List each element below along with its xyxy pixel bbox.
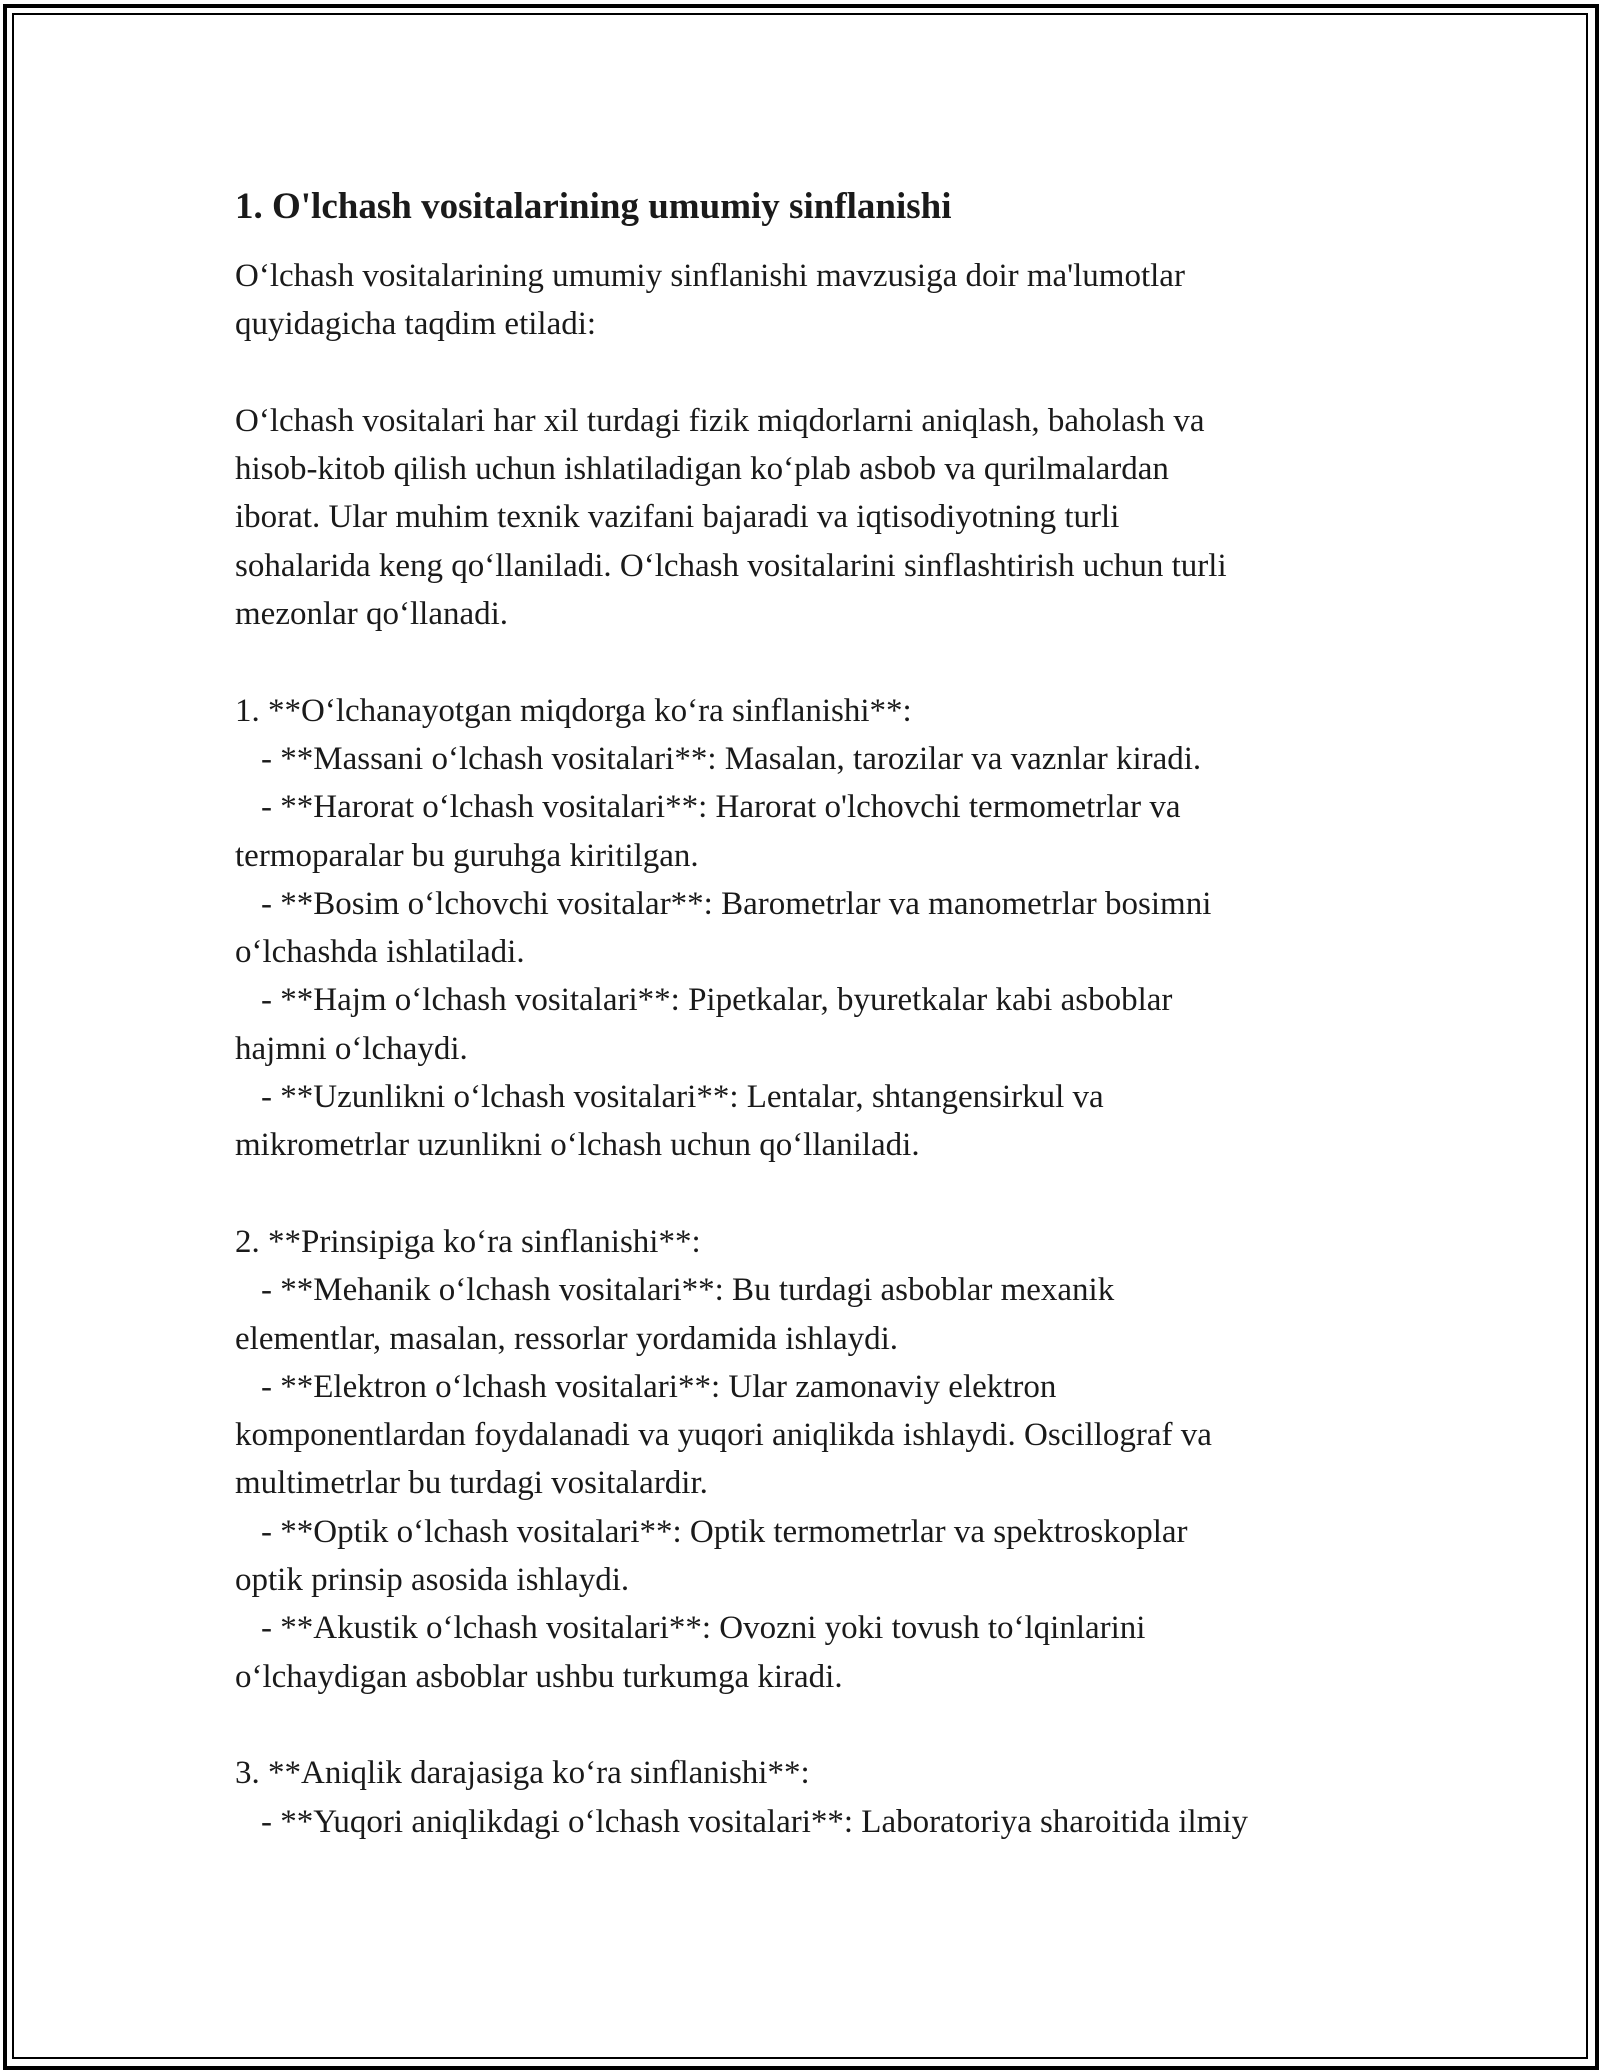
list-item-continuation: optik prinsip asosida ishlaydi. <box>235 1562 630 1599</box>
list-item-line: - **Optik o‘lchash vositalari**: Optik termometrlar va spektroskoplar <box>261 1513 1188 1550</box>
list-item-line: - **Elektron o‘lchash vositalari**: Ular zamonaviy elektron <box>261 1368 1057 1405</box>
document-title: 1. O'lchash vositalarining umumiy sinflanishi <box>235 186 952 227</box>
list-item-line: - **Mehanik o‘lchash vositalari**: Bu turdagi asboblar mexanik <box>261 1272 1115 1309</box>
list-item-line: - **Akustik o‘lchash vositalari**: Ovozni yoki tovush to‘lqinlarini <box>261 1610 1146 1647</box>
section-2 <box>235 1218 1375 1701</box>
section-1 <box>235 687 1375 1170</box>
document-body <box>235 183 1375 1846</box>
list-item-continuation: termoparalar bu guruhga kiritilgan. <box>235 837 699 874</box>
description-paragraph <box>235 397 1375 638</box>
intro-paragraph <box>235 252 1375 349</box>
list-item-continuation: mikrometrlar uzunlikni o‘lchash uchun qo‘llaniladi. <box>235 1127 920 1164</box>
list-item-line: - **Bosim o‘lchovchi vositalar**: Barometrlar va manometrlar bosimni <box>261 885 1212 922</box>
list-item-continuation: komponentlardan foydalanadi va yuqori aniqlikda ishlaydi. Oscillograf va <box>235 1417 1212 1454</box>
paragraph-line: iborat. Ular muhim texnik vazifani bajaradi va iqtisodiyotning turli <box>235 499 1120 536</box>
intro-line: quyidagicha taqdim etiladi: <box>235 306 597 343</box>
paragraph-line: O‘lchash vositalari har xil turdagi fizik miqdorlarni aniqlash, baholash va <box>235 402 1205 439</box>
intro-line: O‘lchash vositalarining umumiy sinflanishi mavzusiga doir ma'lumotlar <box>235 258 1185 294</box>
list-item-continuation: hajmni o‘lchaydi. <box>235 1030 468 1067</box>
list-item-line: - **Hajm o‘lchash vositalari**: Pipetkalar, byuretkalar kabi asboblar <box>261 982 1173 1019</box>
section-heading: 1. **O‘lchanayotgan miqdorga ko‘ra sinflanishi**: <box>235 692 912 729</box>
list-item-line: - **Harorat o‘lchash vositalari**: Harorat o'lchovchi termometrlar va <box>261 789 1181 826</box>
list-item-continuation: o‘lchaydigan asboblar ushbu turkumga kiradi. <box>235 1658 843 1695</box>
paragraph-line: sohalarida keng qo‘llaniladi. O‘lchash vositalarini sinflashtirish uchun turli <box>235 547 1227 584</box>
paragraph-line: mezonlar qo‘llanadi. <box>235 596 509 633</box>
section-3 <box>235 1749 1375 1846</box>
list-item-continuation: elementlar, masalan, ressorlar yordamida ishlaydi. <box>235 1320 899 1357</box>
list-item-line: - **Yuqori aniqlikdagi o‘lchash vositalari**: Laboratoriya sharoitida ilmiy <box>261 1803 1249 1840</box>
list-item-continuation: multimetrlar bu turdagi vositalardir. <box>235 1465 708 1502</box>
section-heading: 2. **Prinsipiga ko‘ra sinflanishi**: <box>235 1223 701 1260</box>
section-heading: 3. **Aniqlik darajasiga ko‘ra sinflanishi**: <box>235 1755 810 1792</box>
list-item-continuation: o‘lchashda ishlatiladi. <box>235 934 525 971</box>
list-item-line: - **Uzunlikni o‘lchash vositalari**: Lentalar, shtangensirkul va <box>261 1079 1104 1116</box>
paragraph-line: hisob-kitob qilish uchun ishlatiladigan ko‘plab asbob va qurilmalardan <box>235 451 1169 488</box>
list-item-line: - **Massani o‘lchash vositalari**: Masalan, tarozilar va vaznlar kiradi. <box>261 740 1202 777</box>
